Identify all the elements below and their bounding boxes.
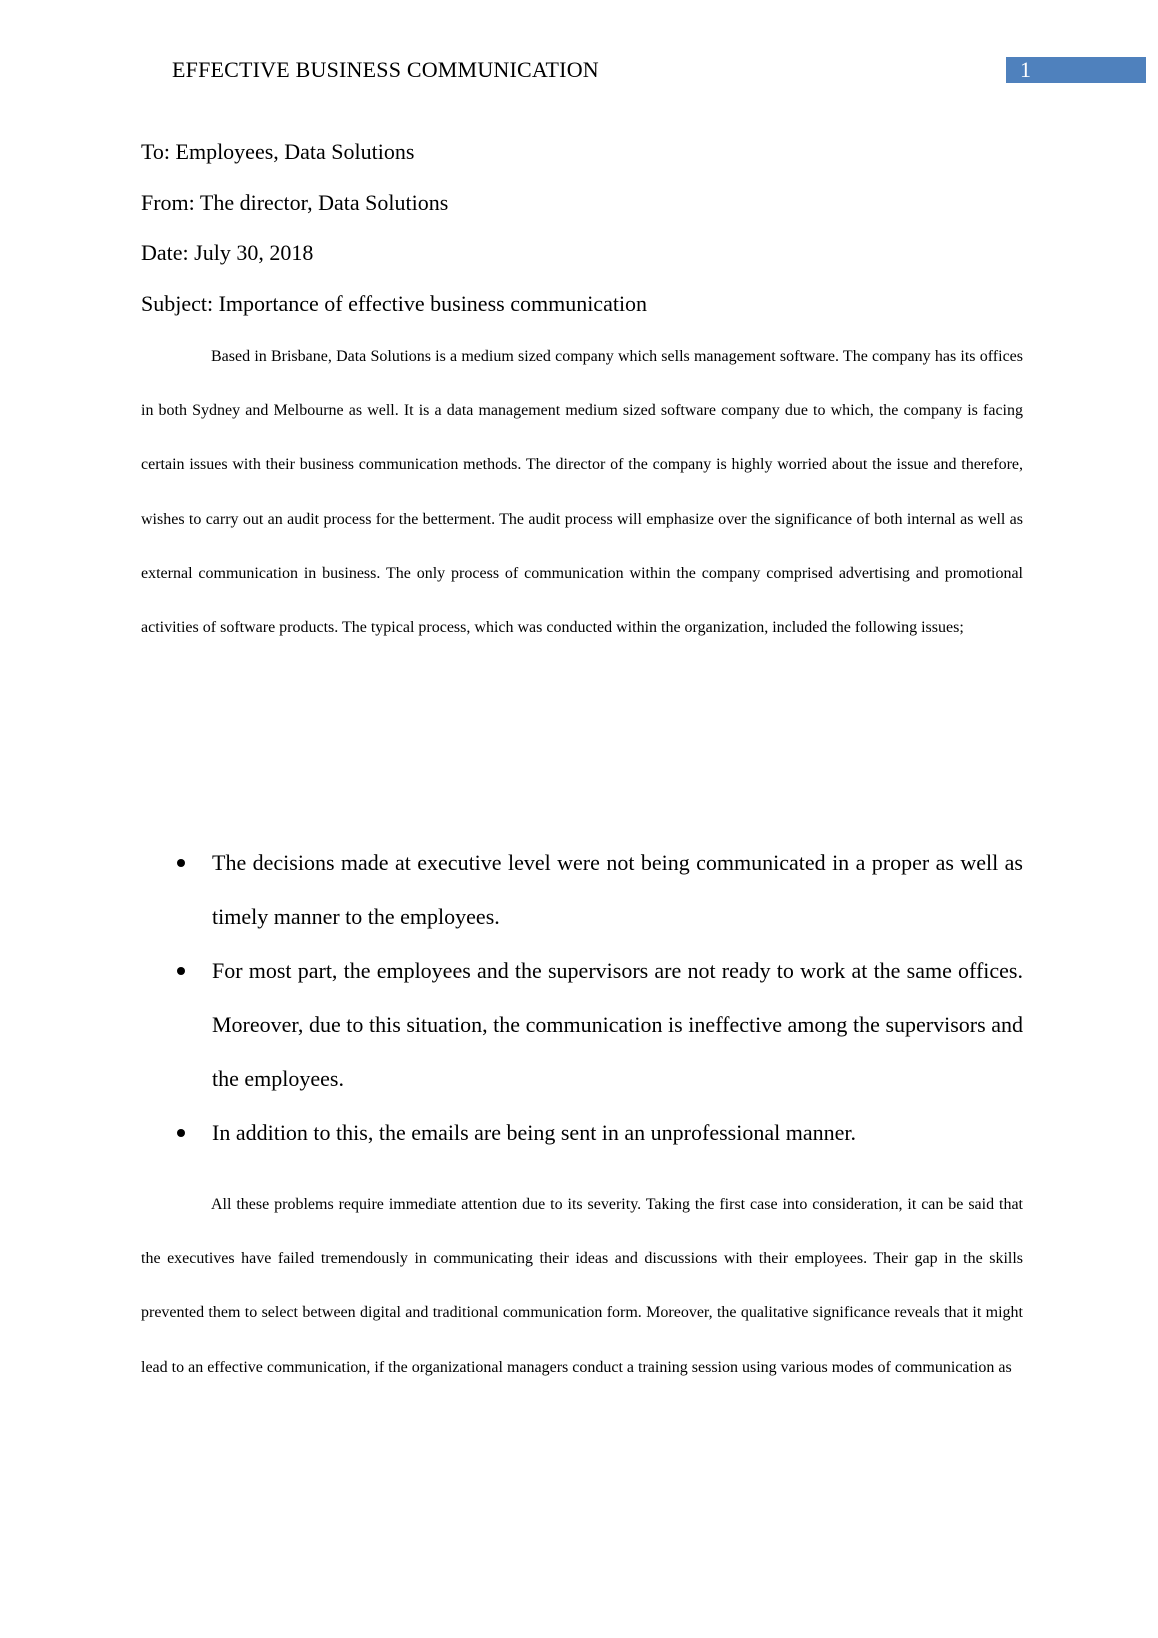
page-number-box <box>1006 57 1146 83</box>
running-head: EFFECTIVE BUSINESS COMMUNICATION <box>172 57 599 82</box>
memo-to: To: Employees, Data Solutions <box>141 139 415 164</box>
memo-date: Date: July 30, 2018 <box>141 240 314 265</box>
list-item-text: In addition to this, the emails are being sent in an unprofessional manner. <box>212 1120 856 1145</box>
bullet-icon <box>177 859 185 867</box>
intro-paragraph: Based in Brisbane, Data Solutions is a medium sized company which sells management software. The company has its offices in both Sydney and Melbourne as well. It is a data management medium sized software company due to which, the company is facing certain issues with their business communication methods. The director of the company is highly worried about the issue and therefore, wishes to carry out an audit process for the betterment. The audit process will emphasize over the significance of both internal as well as external communication in business. The only process of communication within the company comprised advertising and promotional activities of software products. The typical process, which was conducted within the organization, included the following issues; <box>141 348 1023 637</box>
list-item <box>141 944 1023 1106</box>
list-item-text: The decisions made at executive level were not being communicated in a proper as well as timely manner to the employees. <box>212 850 1023 929</box>
memo-from: From: The director, Data Solutions <box>141 189 449 215</box>
analysis-paragraph: All these problems require immediate attention due to its severity. Taking the first case into consideration, it can be said that the executives have failed tremendously in communicating their ideas and discussions with their employees. Their gap in the skills prevented them to select between digital and traditional communication form. Moreover, the qualitative significance reveals that it might lead to an effective communication, if the organizational managers conduct a training session using various modes of communication as <box>141 1196 1023 1376</box>
list-item-text: For most part, the employees and the supervisors are not ready to work at the same offices. Moreover, due to this situation, the communication is ineffective among the supervisors and the employees. <box>212 958 1023 1091</box>
issues-list <box>141 836 1023 1160</box>
page-number: 1 <box>1020 57 1031 82</box>
bullet-icon <box>177 967 185 975</box>
list-item <box>141 836 1023 944</box>
list-item <box>141 1106 1023 1160</box>
memo-subject: Subject: Importance of effective business communication <box>141 290 648 316</box>
bullet-icon <box>177 1129 185 1137</box>
memo-header <box>141 137 1023 339</box>
